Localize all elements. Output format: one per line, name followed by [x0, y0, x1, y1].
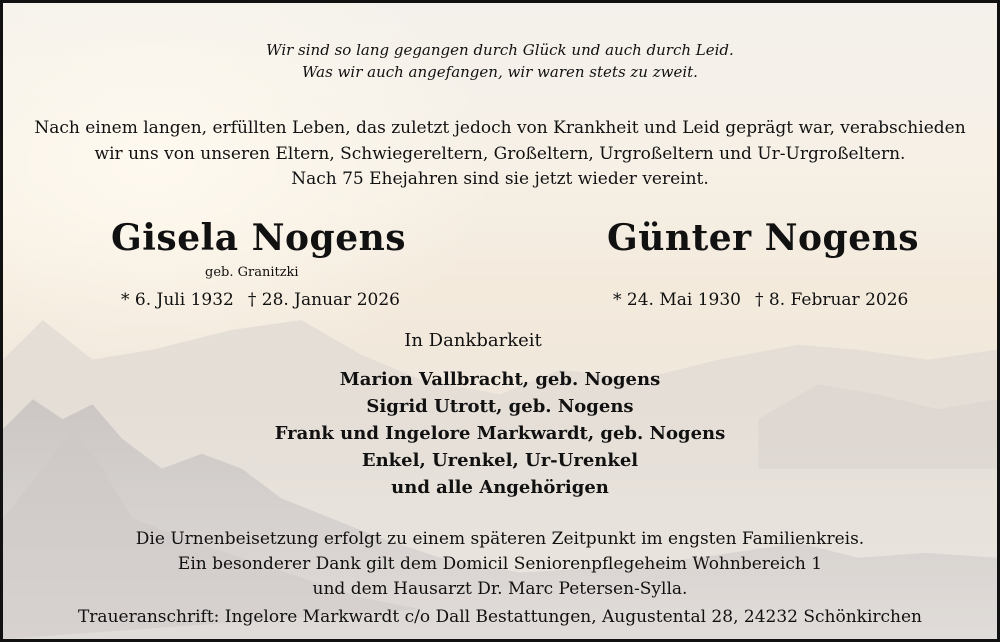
mourner: Enkel, Urenkel, Ur-Urenkel — [361, 450, 639, 471]
poem — [3, 39, 997, 83]
death-date: † 28. Januar 2026 — [247, 290, 400, 310]
death-date: † 8. Februar 2026 — [755, 290, 909, 310]
intro-line: Nach einem langen, erfüllten Leben, das zuletzt jedoch von Krankheit und Leid geprägt war, verabschieden — [34, 118, 966, 138]
intro-line: wir uns von unseren Eltern, Schwiegereltern, Großeltern, Urgroßeltern und Ur-Urgroßeltern. — [94, 143, 906, 164]
intro-text — [3, 116, 997, 193]
burial-info — [3, 527, 997, 602]
mourner: Frank und Ingelore Markwardt, geb. Nogens — [274, 423, 726, 444]
mourner: Sigrid Utrott, geb. Nogens — [366, 396, 634, 417]
deceased-name-guenter: Günter Nogens — [607, 217, 920, 259]
mourning-address: Traueranschrift: Ingelore Markwardt c/o Dall Bestattungen, Augustental 28, 24232 Schönkirchen — [77, 607, 923, 627]
life-dates-gisela — [121, 290, 400, 310]
intro-line: Nach 75 Ehejahren sind sie jetzt wieder vereint. — [291, 169, 709, 189]
birth-date: * 24. Mai 1930 — [613, 290, 741, 310]
maiden-name: geb. Granitzki — [205, 265, 299, 280]
deceased-name-gisela: Gisela Nogens — [111, 217, 407, 259]
poem-line: Was wir auch angefangen, wir waren stets zu zweit. — [302, 63, 698, 81]
burial-line: und dem Hausarzt Dr. Marc Petersen-Sylla. — [312, 579, 688, 599]
poem-line: Wir sind so lang gegangen durch Glück und auch durch Leid. — [266, 41, 734, 59]
notice-content — [3, 3, 997, 639]
birth-date: * 6. Juli 1932 — [121, 290, 234, 310]
burial-line: Die Urnenbeisetzung erfolgt zu einem späteren Zeitpunkt im engsten Familienkreis. — [135, 529, 865, 549]
mourner: und alle Angehörigen — [391, 477, 609, 498]
mourners-list — [3, 366, 997, 501]
mourner: Marion Vallbracht, geb. Nogens — [339, 369, 661, 390]
burial-line: Ein besonderer Dank gilt dem Domicil Seniorenpflegeheim Wohnbereich 1 — [177, 554, 823, 574]
life-dates-guenter — [613, 290, 908, 310]
thanks-heading: In Dankbarkeit — [404, 330, 542, 351]
